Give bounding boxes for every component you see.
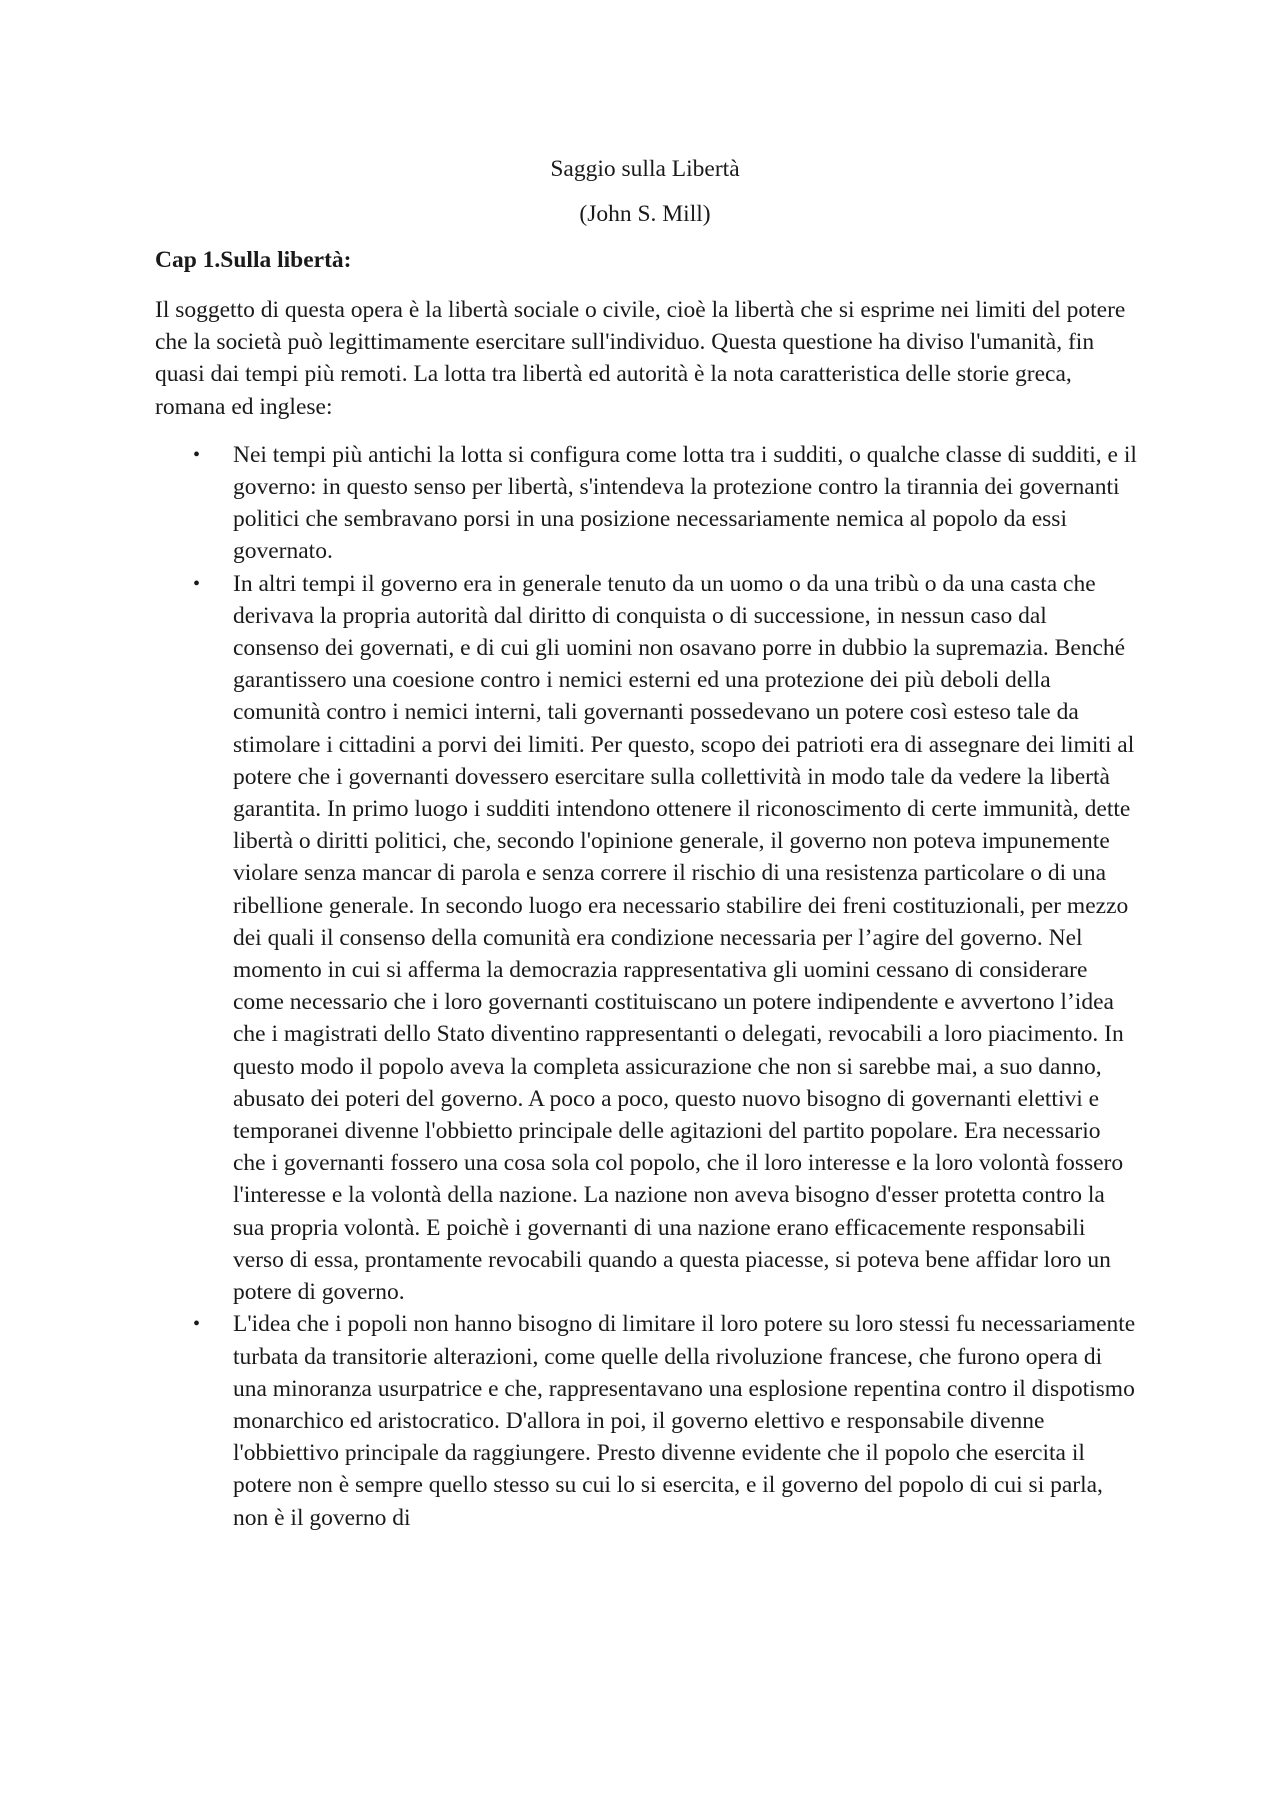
list-item-text: Nei tempi più antichi la lotta si configura come lotta tra i sudditi, o qualche classe di sudditi, e il governo: in questo senso per libertà, s'intendeva la protezione contro la tirannia dei governanti politici che sembravano porsi in una posizione necessariamente nemica al popolo da essi governato.	[233, 441, 1137, 565]
list-item-text: L'idea che i popoli non hanno bisogno di limitare il loro potere su loro stessi fu necessariamente turbata da transitorie alterazioni, come quelle della rivoluzione francese, che furono opera di una minoranza usurpatrice e che, rappresentavano una esplosione repentina contro il dispotismo monarchico ed aristocratico. D'allora in poi, il governo elettivo e responsabile divenne l'obbiettivo principale da raggiungere. Presto divenne evidente che il popolo che esercita il potere non è sempre quello stesso su cui lo si esercita, e il governo del popolo di cui si parla, non è il governo di	[233, 1311, 1136, 1531]
list-item	[155, 1308, 1138, 1533]
chapter-heading: Cap 1.Sulla libertà:	[155, 247, 352, 273]
list-item	[155, 439, 1138, 568]
bullet-icon: •	[193, 443, 201, 466]
intro-paragraph: Il soggetto di questa opera è la libertà sociale o civile, cioè la libertà che si esprime nei limiti del potere che la società può legittimamente esercitare sull'individuo. Questa questione ha diviso l'umanità, fin quasi dai tempi più remoti. La lotta tra libertà ed autorità è la nota caratteristica delle storie greca, romana ed inglese:	[155, 297, 1126, 420]
list-item-text: In altri tempi il governo era in generale tenuto da un uomo o da una tribù o da una casta che derivava la propria autorità dal diritto di conquista o di successione, in nessun caso dal consenso dei governati, e di cui gli uomini non osavano porre in dubbio la supremazia. Benché garantissero una coesione contro i nemici esterni ed una protezione dei più deboli della comunità contro i nemici interni, tali governanti possedevano un potere così esteso tale da stimolare i cittadini a porvi dei limiti. Per questo, scopo dei patrioti era di assegnare dei limiti al potere che i governanti dovessero esercitare sulla collettività in modo tale da vedere la libertà garantita. In primo luogo i sudditi intendono ottenere il riconoscimento di certe immunità, dette libertà o diritti politici, che, secondo l'opinione generale, il governo non poteva impunemente violare senza mancar di parola e senza correre il rischio di una resistenza particolare o di una ribellione generale. In secondo luogo era necessario stabilire dei freni costituzionali, per mezzo dei quali il consenso della comunità era condizione necessaria per l’agire del governo. Nel momento in cui si afferma la democrazia rappresentativa gli uomini cessano di considerare come necessario che i loro governanti costituiscano un potere indipendente e avvertono l’idea che i magistrati dello Stato diventino rappresentanti o delegati, revocabili a loro piacimento. In questo modo il popolo aveva la completa assicurazione che non si sarebbe mai, a suo danno, abusato dei poteri del governo. A poco a poco, questo nuovo bisogno di governanti elettivi e temporanei divenne l'obbietto principale delle agitazioni del partito popolare. Era necessario che i governanti fossero una cosa sola col popolo, che il loro interesse e la loro volontà fossero l'interesse e la volontà della nazione. La nazione non aveva bisogno d'esser protetta contro la sua propria volontà. E poichè i governanti di una nazione erano efficacemente responsabili verso di essa, prontamente revocabili quando a questa piacesse, si poteva bene affidar loro un potere di governo.	[233, 570, 1135, 1306]
list-item	[155, 568, 1138, 1309]
document-author: (John S. Mill)	[579, 201, 711, 227]
bullet-icon: •	[193, 572, 201, 595]
document-title: Saggio sulla Libertà	[550, 156, 740, 182]
document-page	[155, 153, 1135, 1534]
bullet-icon: •	[193, 1313, 201, 1336]
bullet-list	[155, 439, 1135, 1534]
